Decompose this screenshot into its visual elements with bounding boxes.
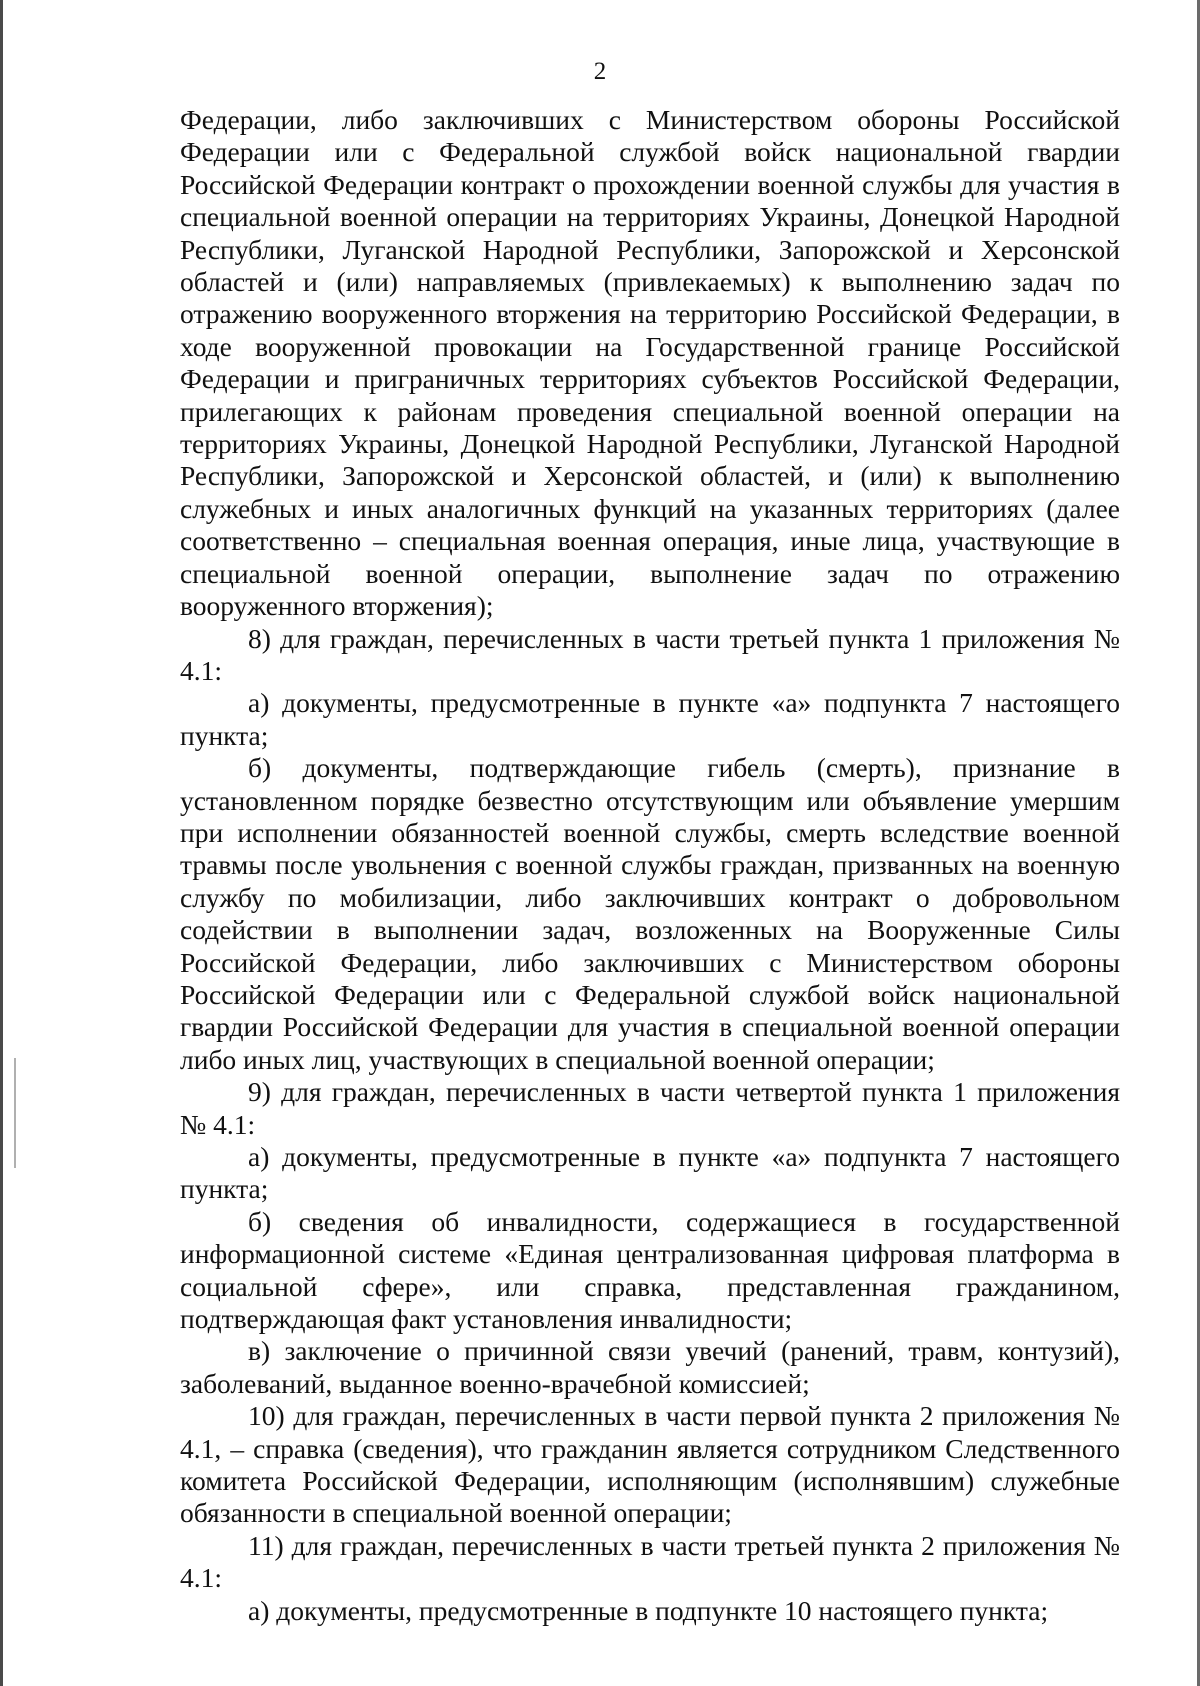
paragraph-5: а) документы, предусмотренные в пункте «а» подпункта 7 настоящего пункта;: [180, 1141, 1120, 1205]
paragraph-6: б) сведения об инвалидности, содержащиеся в государственной информационной системе «Единая централизованная цифровая платформа в социальной сфере», или справка, представленная гражданином, подтверждающая факт установления инвалидности;: [180, 1205, 1120, 1335]
page-number: 2: [593, 58, 607, 85]
paragraph-7: в) заключение о причинной связи увечий (ранений, травм, контузий), заболеваний, выданное военно-врачебной комиссией;: [180, 1335, 1120, 1399]
paragraph-4: 9) для граждан, перечисленных в части четвертой пункта 1 приложения № 4.1:: [180, 1076, 1120, 1140]
margin-mark: [14, 1058, 16, 1168]
scan-edge-left: [0, 0, 3, 1686]
paragraph-2: а) документы, предусмотренные в пункте «а» подпункта 7 настоящего пункта;: [180, 687, 1120, 751]
document-body: [180, 104, 1120, 1627]
paragraph-8: 10) для граждан, перечисленных в части первой пункта 2 приложения № 4.1, – справка (сведения), что гражданин является сотрудником Следственного комитета Российской Федерации, исполняющим (исполнявшим) служебные обязанности в специальной военной операции;: [180, 1400, 1120, 1529]
paragraph-10: а) документы, предусмотренные в подпункте 10 настоящего пункта;: [248, 1594, 1049, 1626]
paragraph-0: Федерации, либо заключивших с Министерством обороны Российской Федерации или с Федеральной службой войск национальной гвардии Российской Федерации контракт о прохождении военной службы для участия в специальной военной операции на территориях Украины, Донецкой Народной Республики, Луганской Народной Республики, Запорожской и Херсонской областей и (или) направляемых (привлекаемых) к выполнению задач по отражению вооруженного вторжения на территорию Российской Федерации, в ходе вооруженной провокации на Государственной границе Российской Федерации и приграничных территориях субъектов Российской Федерации, прилегающих к районам проведения специальной военной операции на территориях Украины, Донецкой Народной Республики, Луганской Народной Республики, Запорожской и Херсонской областей, и (или) к выполнению служебных и иных аналогичных функций на указанных территориях (далее соответственно – специальная военная операция, иные лица, участвующие в специальной военной операции, выполнение задач по отражению вооруженного вторжения);: [180, 104, 1120, 622]
paragraph-3: б) документы, подтверждающие гибель (смерть), признание в установленном порядке безвестно отсутствующим или объявление умершим при исполнении обязанностей военной службы, смерть вследствие военной травмы после увольнения с военной службы граждан, призванных на военную службу по мобилизации, либо заключивших контракт о добровольном содействии в выполнении задач, возложенных на Вооруженные Силы Российской Федерации, либо заключивших с Министерством обороны Российской Федерации или с Федеральной службой войск национальной гвардии Российской Федерации для участия в специальной военной операции либо иных лиц, участвующих в специальной военной операции;: [180, 752, 1120, 1075]
paragraph-1: 8) для граждан, перечисленных в части третьей пункта 1 приложения № 4.1:: [180, 622, 1120, 686]
paragraph-9: 11) для граждан, перечисленных в части третьей пункта 2 приложения № 4.1:: [180, 1529, 1120, 1594]
